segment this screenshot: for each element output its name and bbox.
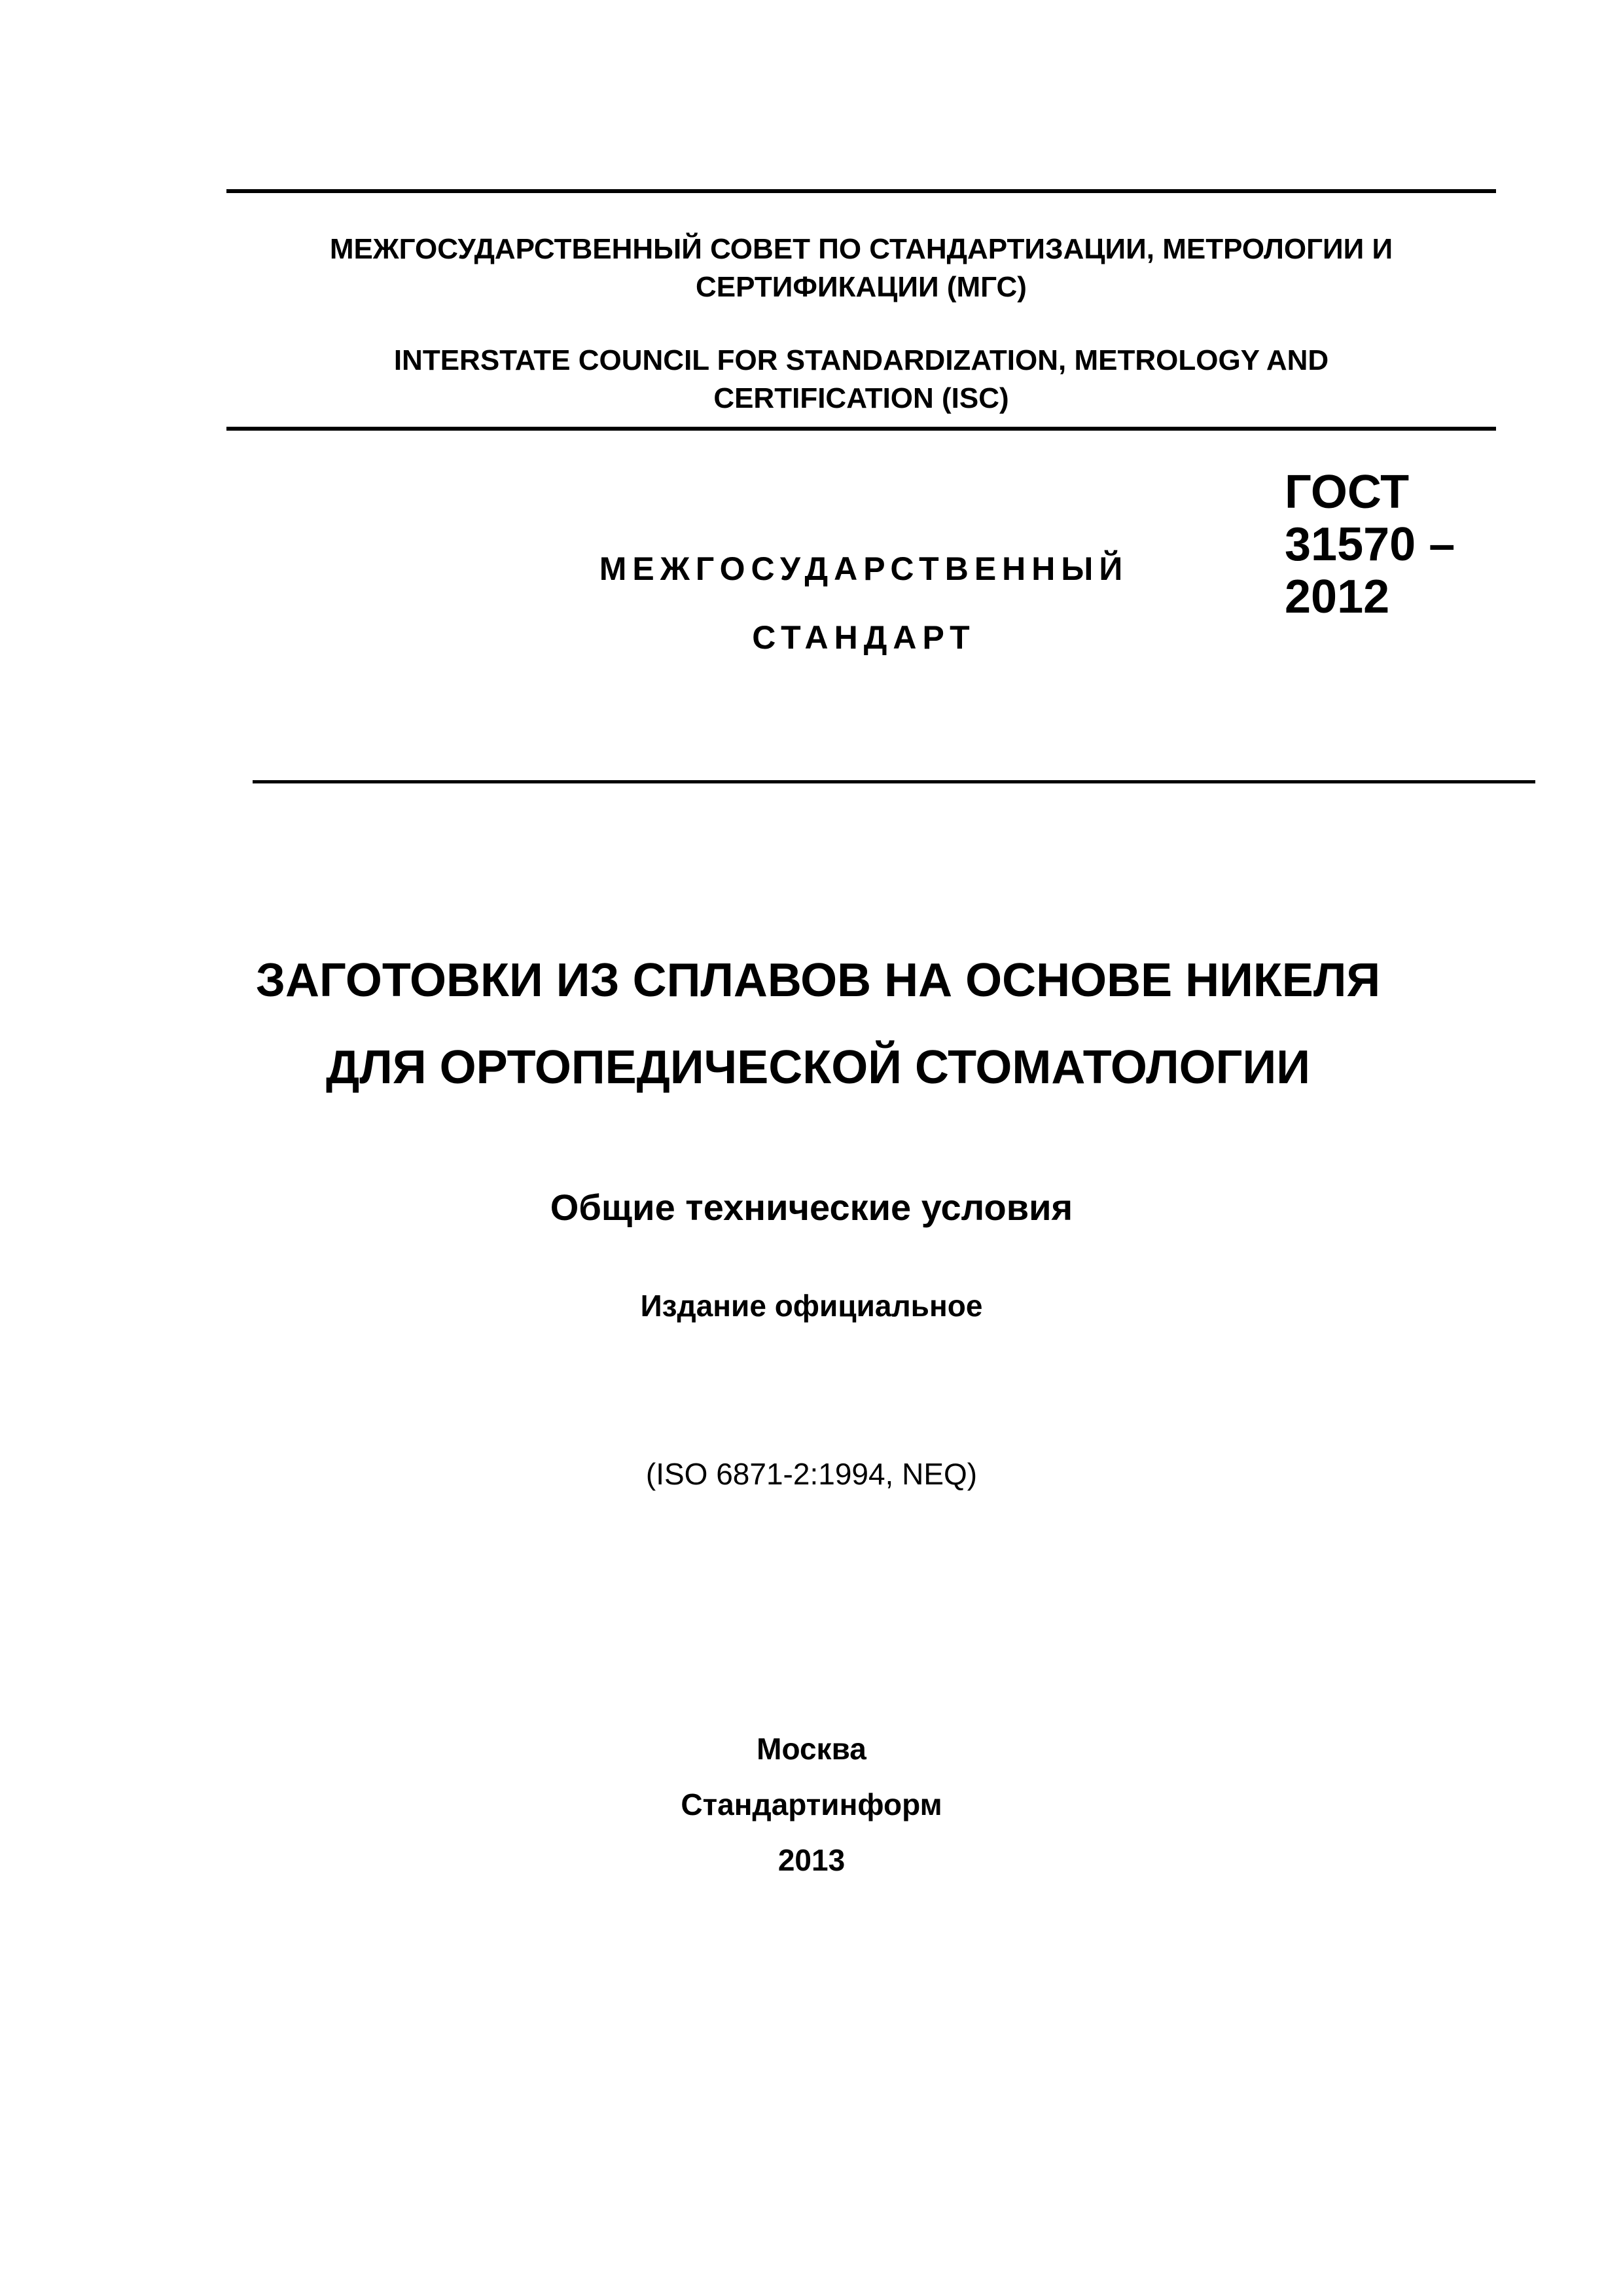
standard-designation xyxy=(1285,466,1455,623)
document-subtitle: Общие технические условия xyxy=(550,1187,1073,1228)
iso-reference: (ISO 6871-2:1994, NEQ) xyxy=(645,1457,978,1491)
standard-type-line2: СТАНДАРТ xyxy=(752,619,976,656)
imprint-city: Москва xyxy=(757,1732,866,1766)
imprint-publisher: Стандартинформ xyxy=(681,1787,942,1821)
edition-label: Издание официальное xyxy=(640,1289,983,1323)
council-divider xyxy=(226,427,1496,431)
council-name-en xyxy=(226,342,1496,418)
council-name-ru xyxy=(226,230,1496,306)
header-divider xyxy=(253,780,1535,783)
document-title-line1: ЗАГОТОВКИ ИЗ СПЛАВОВ НА ОСНОВЕ НИКЕЛЯ xyxy=(255,954,1381,1007)
standard-type-line1: МЕЖГОСУДАРСТВЕННЫЙ xyxy=(599,550,1129,587)
council-name-ru-line2: СЕРТИФИКАЦИИ (МГС) xyxy=(696,271,1027,303)
designation-line2: 31570 – xyxy=(1285,518,1455,571)
designation-line1: ГОСТ xyxy=(1285,466,1410,518)
imprint-year: 2013 xyxy=(777,1843,846,1877)
document-title-line2: ДЛЯ ОРТОПЕДИЧЕСКОЙ СТОМАТОЛОГИИ xyxy=(326,1041,1310,1094)
council-name-en-line2: CERTIFICATION (ISC) xyxy=(713,382,1009,414)
council-name-en-line1: INTERSTATE COUNCIL FOR STANDARDIZATION, METROLOGY AND xyxy=(393,344,1329,376)
council-name-ru-line1: МЕЖГОСУДАРСТВЕННЫЙ СОВЕТ ПО СТАНДАРТИЗАЦИИ, МЕТРОЛОГИИ И xyxy=(329,233,1393,265)
designation-line3: 2012 xyxy=(1285,571,1390,623)
top-divider xyxy=(226,189,1496,193)
